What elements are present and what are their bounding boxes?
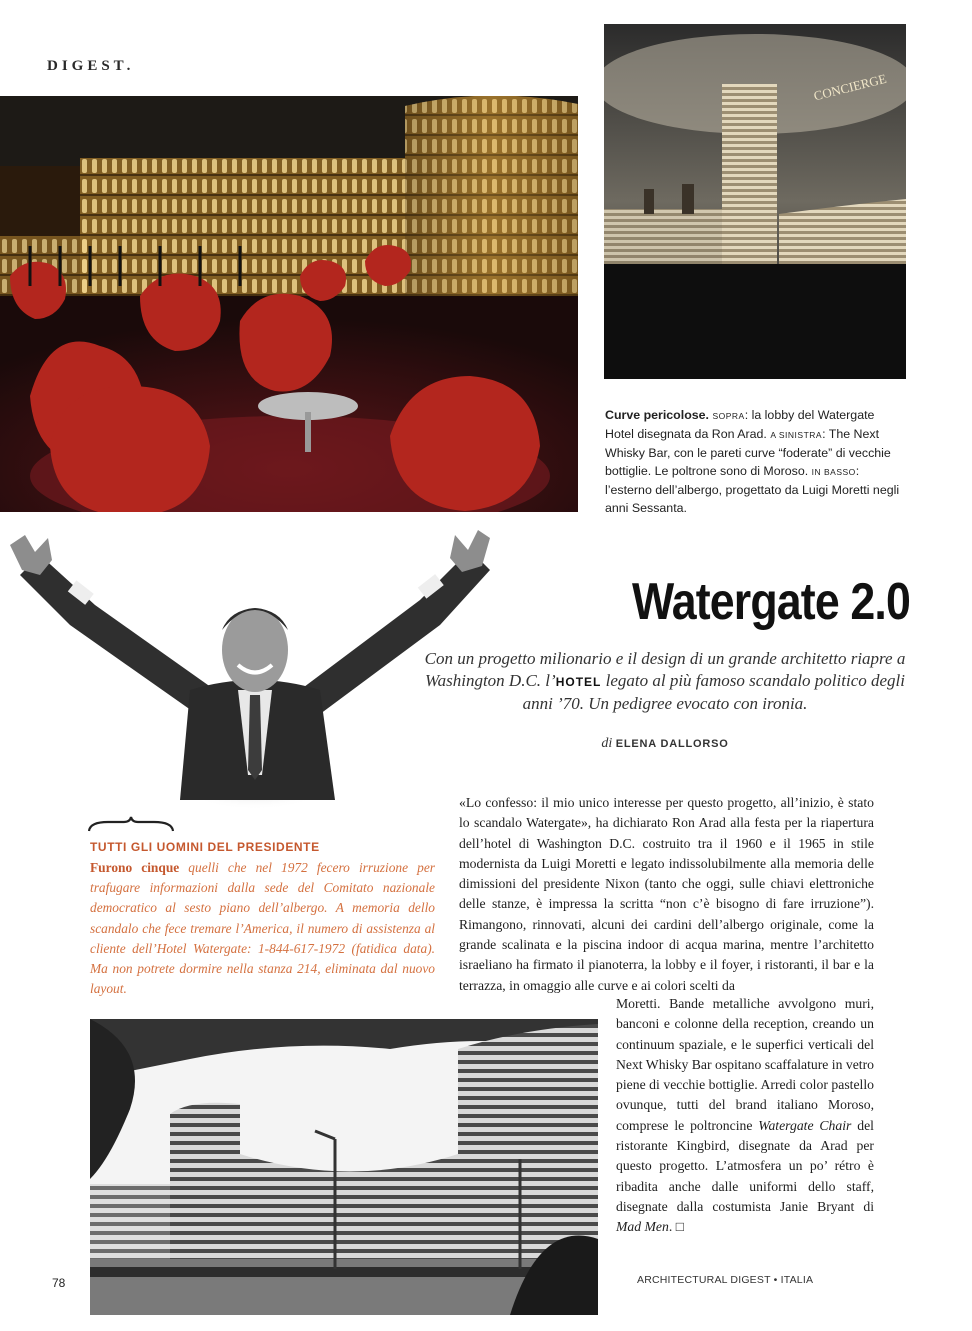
sidebar-lead: Furono cinque	[90, 860, 180, 875]
body-text-bottom	[616, 994, 874, 1238]
sidebar-text	[90, 858, 435, 999]
sidebar-title: TUTTI GLI UOMINI DEL PRESIDENTE	[90, 840, 320, 854]
sidebar-body: quelli che nel 1972 fecero irruzione per trafugare informazioni dalla sede del Comitato nazionale democratico al sesto piano dell’albergo. A memoria dello scandalo che fece tremare l’America, il numero di assistenza al cliente dell’Hotel Watergate: 1-844-617-1972 (fatidica data). Ma non potrete dormire nella stanza 214, eliminata dal nuovo layout.	[90, 860, 435, 997]
body-text-3: del ristorante Kingbird, disegnate da Arad per questo progetto. L’atmosfera un po’ rétro è ribadita anche dalle uniformi dello staff, disegnate dalla costumista Janie Bryant di	[616, 1117, 874, 1214]
hotel-exterior-photo	[90, 1019, 598, 1315]
magazine-footer: ARCHITECTURAL DIGEST • ITALIA	[637, 1274, 814, 1286]
article-deck	[420, 648, 910, 715]
deck-text-1: Con un progetto milionario e il design di un grande architetto riapre a Washington D.C. l’	[424, 649, 906, 690]
caption-label-below: IN BASSO	[811, 467, 856, 477]
article-headline: Watergate 2.0	[632, 573, 910, 631]
photo-caption	[605, 406, 905, 517]
byline-prefix: di	[601, 736, 613, 751]
deck-text-2: legato al più famoso scandalo politico degli anni ’70. Un pedigree evocato con ironia.	[522, 671, 905, 713]
deck-hotel-tag: HOTEL	[555, 675, 602, 689]
body-text-2: Moretti. Bande metalliche avvolgono muri, banconi e colonne della reception, creando un continuum spaziale, e le superfici verticali del Next Whisky Bar ospitano scaffalature in vetro piene di vecchie bottiglie. Arredi color pastello ovunque, tutti del brand italiano Moroso, comprese le poltroncine	[616, 996, 874, 1133]
caption-title: Curve pericolose.	[605, 408, 709, 422]
caption-text-left: : The Next Whisky Bar, con le pareti curve “foderate” di vecchie bottiglie. Le poltrone sono di Moroso.	[605, 427, 891, 478]
concierge-sign: CONCIERGE	[812, 70, 888, 104]
body-italic-chair: Watergate Chair	[758, 1117, 852, 1133]
caption-label-left: A SINISTRA	[770, 430, 823, 440]
byline-author: ELENA DALLORSO	[615, 738, 729, 750]
byline	[420, 736, 910, 752]
masthead: DIGEST.	[47, 58, 135, 74]
page-number: 78	[52, 1276, 66, 1290]
whisky-bar-photo	[0, 96, 578, 512]
caption-text-below: : l’esterno dell’albergo, progettato da Luigi Moretti negli anni Sessanta.	[605, 464, 900, 515]
body-text-top: «Lo confesso: il mio unico interesse per questo progetto, all’inizio, è stato lo scandalo Watergate», ha dichiarato Ron Arad alla festa per la riapertura dell’hotel di Washington D.C. costruito tra il 1960 e il 1965 in stile modernista da Luigi Moretti e legato indissolubilmente alla memoria delle dimissioni del presidente Nixon (tanto che oggi, sulle chiavi elettroniche delle stanze, è impressa la scritta “non c’è bisogno di fare irruzione”). Rimangono, rinnovati, alcuni dei cardini dell’albergo originale, come la grande scalinata e la piscina indoor di acqua marina, mentre l’architetto israeliano ha firmato il pianoterra, la lobby e il foyer, i ristoranti, il bar e la terrazza, in omaggio alle curve e ai colori scelti da	[459, 795, 874, 993]
body-italic-madmen: Mad Men	[616, 1219, 669, 1235]
body-end-mark: . □	[668, 1219, 684, 1235]
curly-brace-ornament	[88, 816, 174, 832]
caption-text-above: : la lobby del Watergate Hotel disegnata da Ron Arad.	[605, 408, 875, 441]
lobby-photo	[604, 24, 906, 379]
caption-label-above: SOPRA	[712, 411, 745, 421]
